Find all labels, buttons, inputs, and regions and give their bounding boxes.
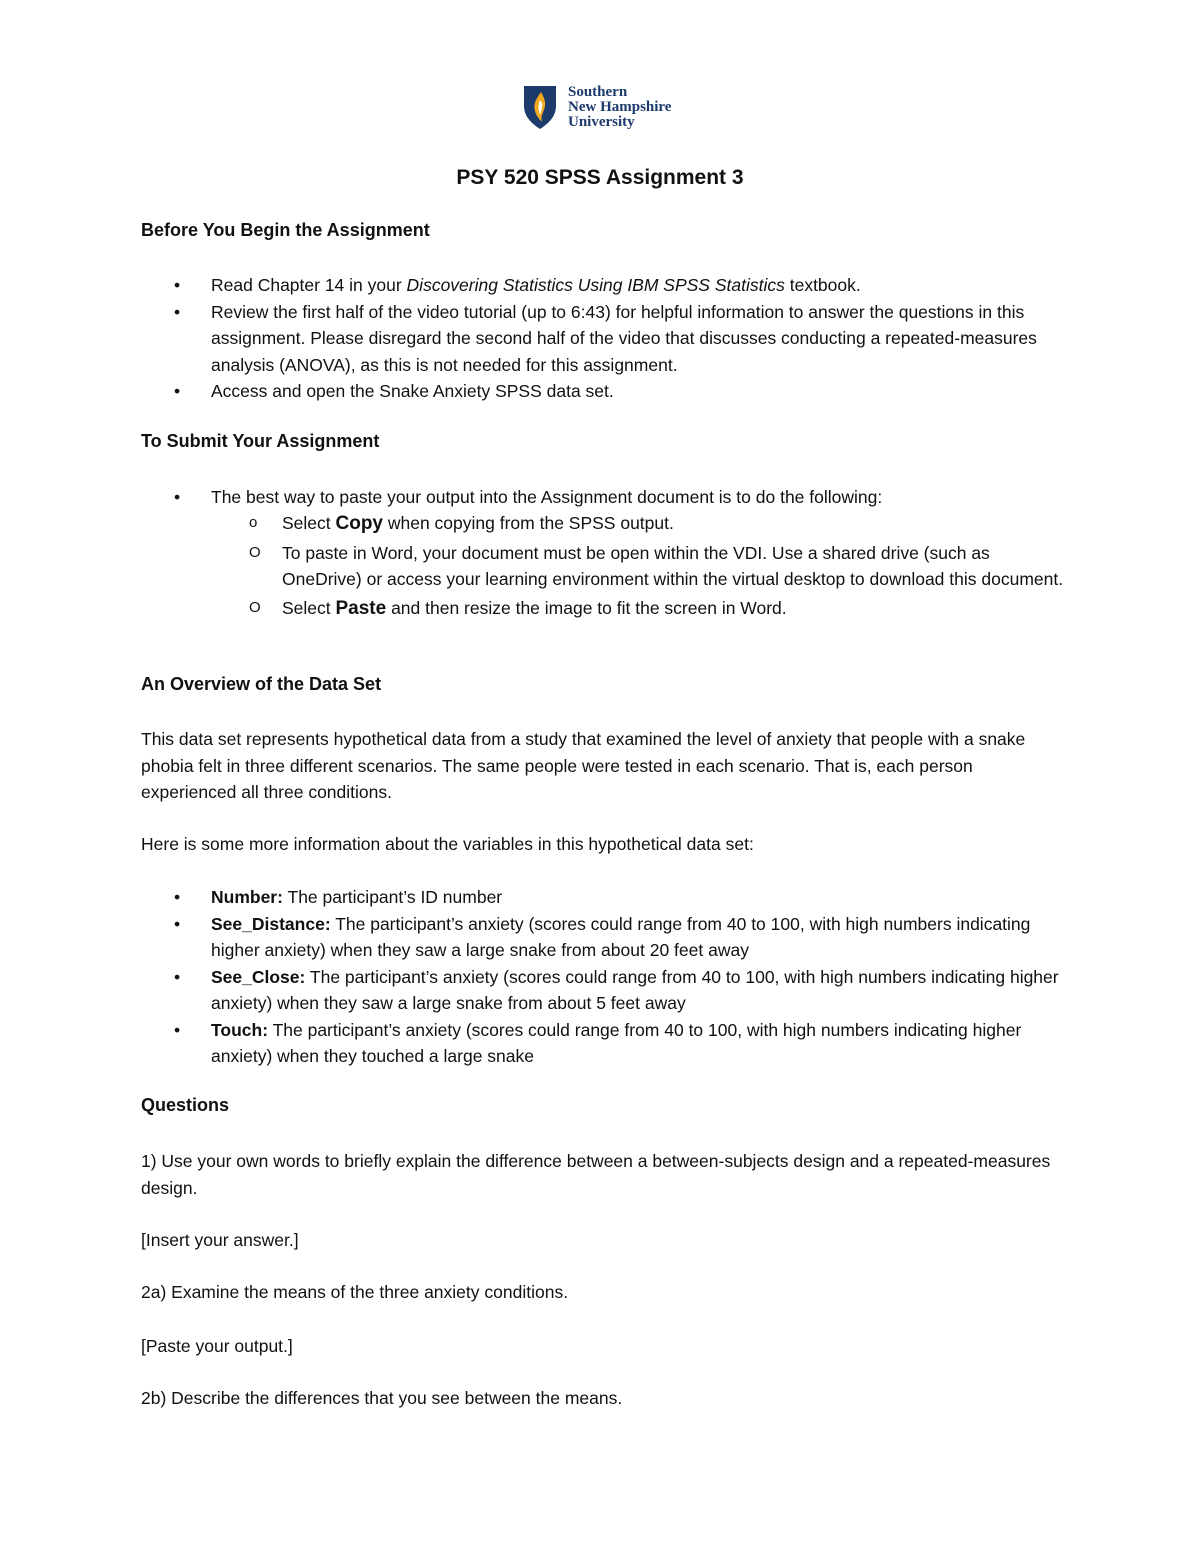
heading-questions: Questions [141, 1095, 230, 1115]
variables-list [141, 884, 1071, 1070]
paste-keyword: Paste [335, 597, 387, 619]
list-item [141, 911, 1071, 964]
variable-name: Touch: [211, 1019, 269, 1040]
bullet-icon: • [174, 487, 181, 507]
circle-bullet-icon: O [249, 598, 261, 616]
bullet-icon: • [174, 966, 181, 987]
copy-keyword: Copy [335, 513, 383, 534]
overview-paragraph: This data set represents hypothetical data from a study that examined the level of anxiety that people with a snake phobia felt in three different scenarios. The same people were tested in each scenario. That is, each person experienced all three conditions. [141, 729, 1026, 802]
bullet-icon: • [174, 381, 181, 401]
variable-description: The participant’s ID number [282, 887, 503, 907]
university-logo [522, 84, 671, 130]
circle-bullet-icon: O [249, 543, 261, 561]
heading-submit: To Submit Your Assignment [141, 431, 380, 451]
logo-line-1: Southern [568, 83, 628, 100]
variable-name: Number: [211, 887, 283, 907]
sublist-item [211, 595, 1071, 623]
heading-before: Before You Begin the Assignment [141, 220, 430, 240]
page-title: PSY 520 SPSS Assignment 3 [456, 166, 744, 189]
answer-placeholder-1: [Insert your answer.] [141, 1230, 299, 1250]
variables-intro: Here is some more information about the variables in this hypothetical data set: [141, 834, 754, 854]
bullet-icon: • [174, 913, 181, 934]
list-item [141, 1017, 1071, 1070]
answer-placeholder-2a: [Paste your output.] [141, 1336, 293, 1356]
list-item [141, 378, 1071, 405]
list-item [141, 484, 1071, 511]
text: Read Chapter 14 in your [211, 275, 407, 295]
shield-flame-icon [522, 84, 558, 130]
text: textbook. [784, 275, 861, 295]
text: Select [282, 513, 336, 533]
circle-bullet-icon: o [249, 514, 258, 531]
text: and then resize the image to fit the screen in Word. [386, 597, 787, 618]
sublist-item [211, 540, 1071, 593]
bullet-icon: • [174, 887, 181, 907]
submit-sublist [211, 510, 1071, 622]
list-item [141, 299, 1071, 379]
text: when copying from the SPSS output. [383, 513, 674, 533]
question-2a: 2a) Examine the means of the three anxiety conditions. [141, 1282, 569, 1302]
heading-overview: An Overview of the Data Set [141, 674, 382, 694]
text: To paste in Word, your document must be open within the VDI. Use a shared drive (such as OneDrive) or access your learning environment within the virtual desktop to download this document. [282, 542, 1064, 589]
variable-description: The participant’s anxiety (scores could range from 40 to 100, with high numbers indicating higher anxiety) when they saw a large snake from about 5 feet away [211, 966, 1059, 1013]
logo-line-2: New Hampshire [568, 98, 672, 115]
submit-list [141, 484, 1071, 511]
question-2b: 2b) Describe the differences that you see between the means. [141, 1388, 623, 1408]
variable-name: See_Distance: [211, 913, 331, 934]
logo-line-3: University [568, 113, 635, 130]
before-list [141, 272, 1071, 405]
variable-description: The participant’s anxiety (scores could range from 40 to 100, with high numbers indicating higher anxiety) when they saw a large snake from about 20 feet away [211, 913, 1031, 960]
text: The best way to paste your output into the Assignment document is to do the following: [211, 487, 883, 507]
list-item [141, 964, 1071, 1017]
question-1: 1) Use your own words to briefly explain the difference between a between-subjects design and a repeated-measures design. [141, 1151, 1051, 1198]
variable-description: The participant’s anxiety (scores could range from 40 to 100, with high numbers indicating higher anxiety) when they touched a large snake [211, 1019, 1022, 1066]
list-item [141, 272, 1071, 299]
book-title: Discovering Statistics Using IBM SPSS Statistics [406, 275, 785, 295]
text: Review the first half of the video tutorial (up to 6:43) for helpful information to answer the questions in this assignment. Please disregard the second half of the video that discusses conducting a repeated-measures analysis (ANOVA), as this is not needed for this assignment. [211, 301, 1037, 375]
bullet-icon: • [174, 1019, 181, 1040]
text: Select [282, 597, 336, 618]
logo-wordmark [568, 85, 671, 130]
sublist-item [211, 510, 1071, 538]
variable-name: See_Close: [211, 966, 306, 987]
list-item [141, 884, 1071, 911]
bullet-icon: • [174, 275, 181, 295]
bullet-icon: • [174, 301, 181, 322]
text: Access and open the Snake Anxiety SPSS data set. [211, 381, 614, 401]
